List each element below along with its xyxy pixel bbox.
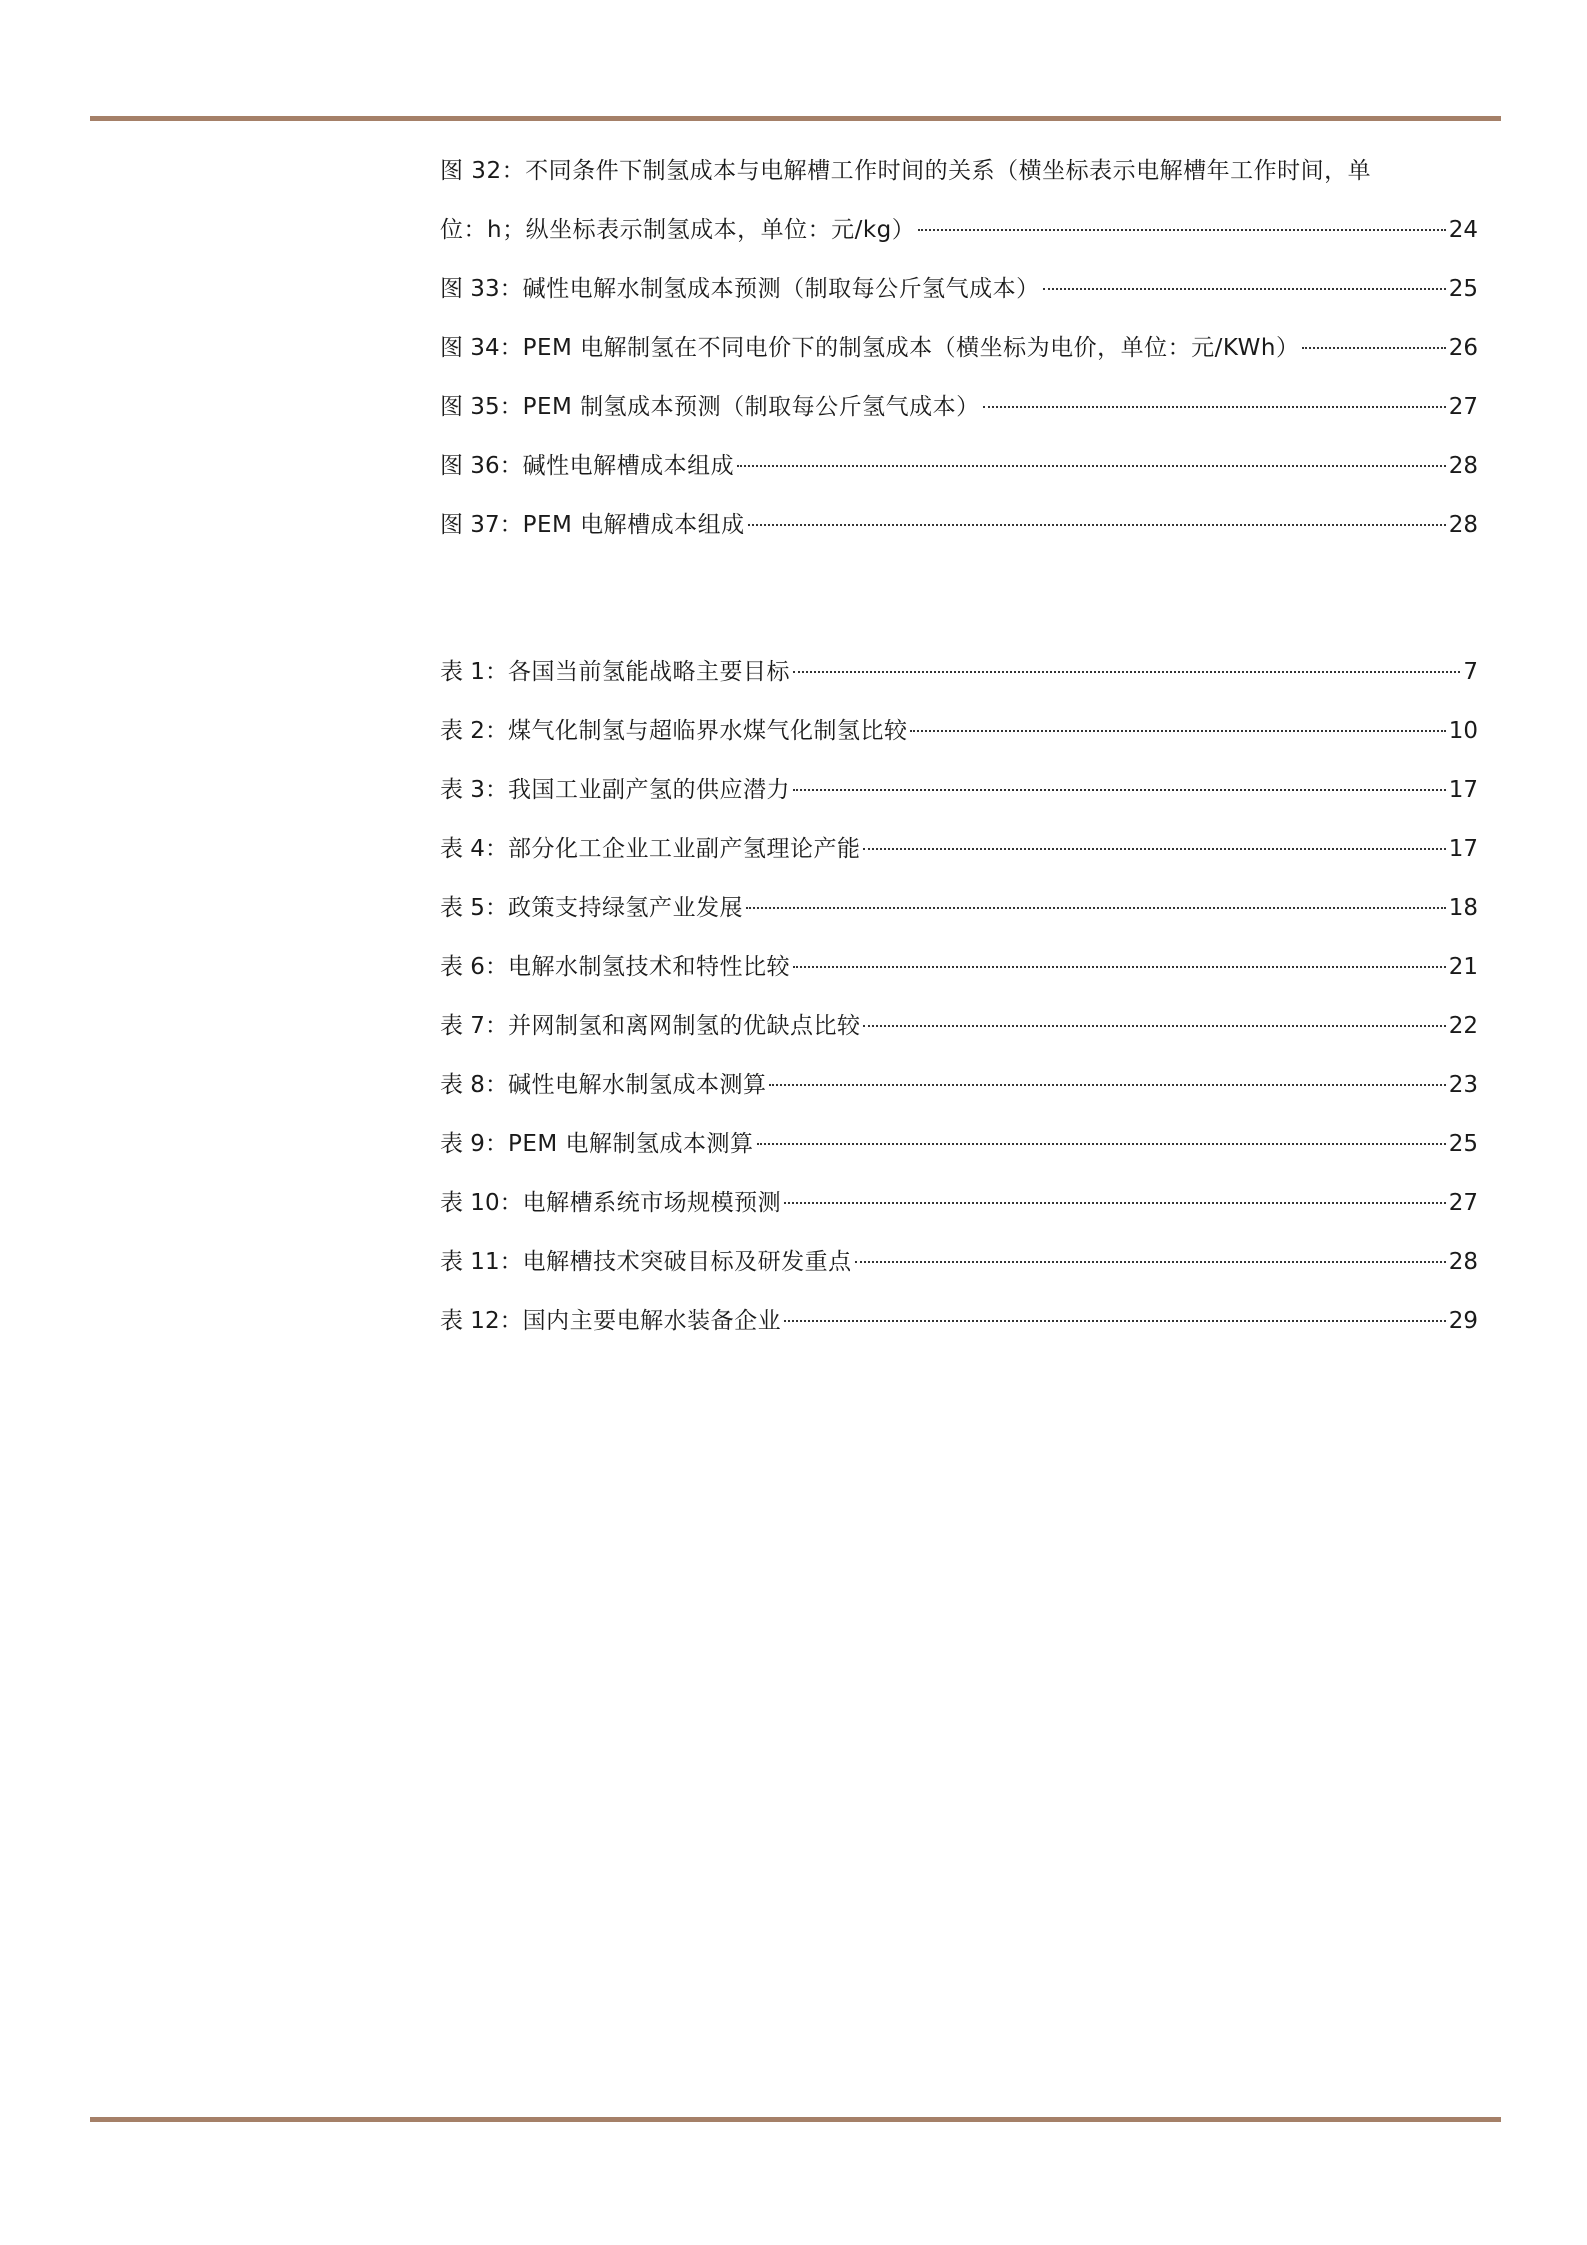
toc-entry-prefix: 表 4： — [440, 836, 508, 862]
toc-entry-label: 电解槽技术突破目标及研发重点 — [522, 1249, 852, 1275]
dot-leader — [784, 1202, 1446, 1204]
toc-entry-label: 国内主要电解水装备企业 — [522, 1308, 782, 1334]
toc-entry-page: 27 — [1448, 394, 1478, 420]
toc-entry-page: 24 — [1448, 217, 1478, 243]
toc-entry-prefix: 表 10： — [440, 1190, 523, 1216]
toc-entry-page: 26 — [1448, 335, 1478, 361]
toc-entry-prefix: 表 2： — [440, 718, 508, 744]
toc-entry-prefix: 表 5： — [440, 895, 508, 921]
toc-entry-figure[interactable] — [440, 319, 1490, 378]
toc-entry-table[interactable] — [440, 702, 1490, 761]
toc-entry-prefix: 图 34： — [440, 335, 523, 361]
footer-rule — [90, 2117, 1501, 2122]
toc-entry-prefix: 表 11： — [440, 1249, 523, 1275]
toc-entry-label: 电解槽系统市场规模预测 — [522, 1190, 782, 1216]
dot-leader — [793, 966, 1446, 968]
toc-entry-page: 10 — [1448, 718, 1478, 744]
dot-leader — [737, 465, 1446, 467]
dot-leader — [748, 524, 1446, 526]
dot-leader — [769, 1084, 1445, 1086]
toc-entry-figure-32-line2[interactable] — [440, 201, 1490, 260]
toc-entry-figure[interactable] — [440, 260, 1490, 319]
toc-entry-label: 电解水制氢技术和特性比较 — [507, 954, 790, 980]
toc-entry-prefix: 表 7： — [440, 1013, 508, 1039]
toc-entry-figure[interactable] — [440, 378, 1490, 437]
toc-entry-prefix: 表 3： — [440, 777, 508, 803]
toc-entry-page: 21 — [1448, 954, 1478, 980]
toc-entry-page: 27 — [1448, 1190, 1478, 1216]
toc-entry-page: 29 — [1448, 1308, 1478, 1334]
toc-entry-prefix: 图 36： — [440, 453, 523, 479]
toc-entry-page: 25 — [1448, 276, 1478, 302]
dot-leader — [746, 907, 1446, 909]
toc-entry-label: PEM 电解制氢在不同电价下的制氢成本（横坐标为电价，单位：元/KWh） — [522, 335, 1300, 361]
dot-leader — [1043, 288, 1446, 290]
toc-entry-table[interactable] — [440, 938, 1490, 997]
dot-leader — [863, 1025, 1445, 1027]
toc-entry-label: 碱性电解水制氢成本预测（制取每公斤氢气成本） — [522, 276, 1040, 302]
toc-entry-page: 23 — [1448, 1072, 1478, 1098]
toc-entry-table[interactable] — [440, 1233, 1490, 1292]
toc-entry-prefix: 图 35： — [440, 394, 523, 420]
toc-entry-prefix: 表 1： — [440, 659, 508, 685]
toc-entry-prefix: 图 37： — [440, 512, 523, 538]
toc-entry-figure-32-line1[interactable] — [440, 142, 1490, 201]
dot-leader — [793, 789, 1446, 791]
dot-leader — [793, 671, 1460, 673]
toc-entry-prefix: 图 33： — [440, 276, 523, 302]
toc-entry-page: 25 — [1448, 1131, 1478, 1157]
toc-entry-label: PEM 电解制氢成本测算 — [507, 1131, 754, 1157]
toc-entry-label: PEM 电解槽成本组成 — [522, 512, 745, 538]
toc-entry-table[interactable] — [440, 1056, 1490, 1115]
toc-entry-page: 17 — [1448, 777, 1478, 803]
toc-entry-prefix: 表 9： — [440, 1131, 508, 1157]
toc-entry-page: 28 — [1448, 512, 1478, 538]
toc-entry-label: 碱性电解槽成本组成 — [522, 453, 735, 479]
dot-leader — [983, 406, 1446, 408]
toc-entry-page: 7 — [1463, 659, 1478, 685]
dot-leader — [910, 730, 1445, 732]
toc-entry-table[interactable] — [440, 643, 1490, 702]
toc-entry-label: 部分化工企业工业副产氢理论产能 — [507, 836, 861, 862]
dot-leader — [918, 229, 1445, 231]
toc-entry-table[interactable] — [440, 761, 1490, 820]
toc-entry-page: 22 — [1448, 1013, 1478, 1039]
toc-entry-table[interactable] — [440, 1292, 1490, 1351]
toc-entry-page: 28 — [1448, 453, 1478, 479]
table-list — [440, 643, 1490, 1351]
toc-entry-table[interactable] — [440, 1115, 1490, 1174]
dot-leader — [757, 1143, 1446, 1145]
dot-leader — [855, 1261, 1446, 1263]
toc-entry-label: 碱性电解水制氢成本测算 — [507, 1072, 767, 1098]
toc-entry-label: 图 32：不同条件下制氢成本与电解槽工作时间的关系（横坐标表示电解槽年工作时间，单 — [440, 158, 1372, 184]
toc-entry-label: 位：h；纵坐标表示制氢成本，单位：元/kg） — [440, 217, 916, 243]
dot-leader — [1302, 347, 1445, 349]
toc-entry-table[interactable] — [440, 879, 1490, 938]
toc-entry-label: 并网制氢和离网制氢的优缺点比较 — [507, 1013, 861, 1039]
toc-entry-table[interactable] — [440, 997, 1490, 1056]
toc-entry-label: 我国工业副产氢的供应潜力 — [507, 777, 790, 803]
toc-entry-prefix: 表 6： — [440, 954, 508, 980]
toc-entry-label: PEM 制氢成本预测（制取每公斤氢气成本） — [522, 394, 980, 420]
toc-entry-prefix: 表 12： — [440, 1308, 523, 1334]
toc-entry-page: 18 — [1448, 895, 1478, 921]
toc-entry-page: 17 — [1448, 836, 1478, 862]
toc-entry-table[interactable] — [440, 1174, 1490, 1233]
figure-list — [440, 142, 1490, 555]
toc-entry-label: 各国当前氢能战略主要目标 — [507, 659, 790, 685]
header-rule — [90, 116, 1501, 121]
toc-entry-prefix: 表 8： — [440, 1072, 508, 1098]
toc-entry-figure[interactable] — [440, 496, 1490, 555]
toc-entry-table[interactable] — [440, 820, 1490, 879]
dot-leader — [863, 848, 1445, 850]
toc-entry-page: 28 — [1448, 1249, 1478, 1275]
toc-entry-label: 煤气化制氢与超临界水煤气化制氢比较 — [507, 718, 908, 744]
toc-entry-figure[interactable] — [440, 437, 1490, 496]
dot-leader — [784, 1320, 1446, 1322]
toc-entry-label: 政策支持绿氢产业发展 — [507, 895, 743, 921]
